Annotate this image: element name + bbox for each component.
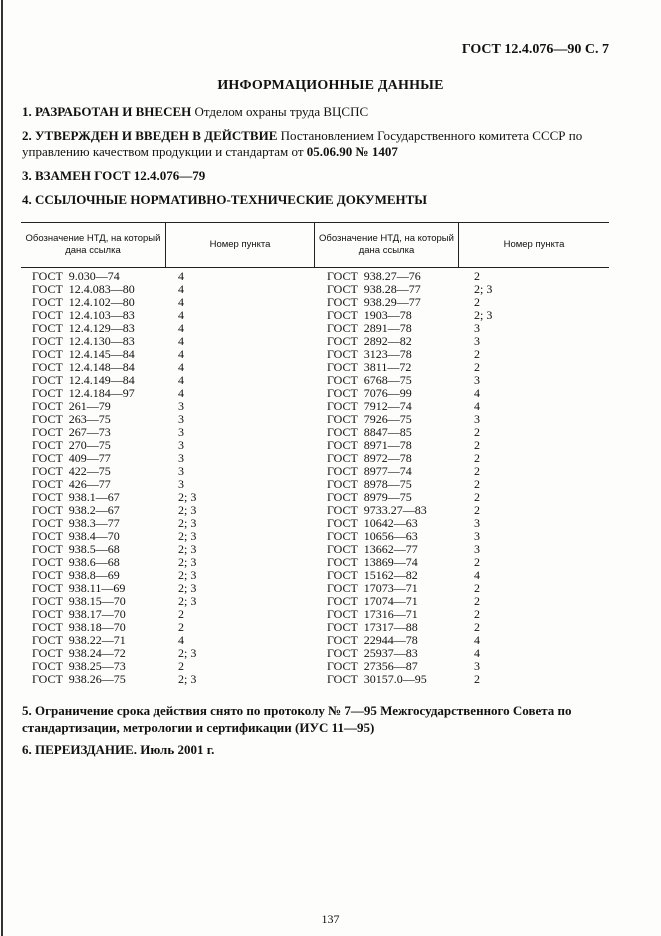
point-number: 2 <box>474 672 480 686</box>
ntd-designation: ГОСТ 17074—71 <box>327 594 418 608</box>
item-lead: ПЕРЕИЗДАНИЕ. Июль 2001 г. <box>35 742 215 757</box>
ntd-designation: ГОСТ 6768—75 <box>327 373 412 387</box>
point-number: 3 <box>178 464 184 478</box>
point-number: 2; 3 <box>178 568 197 582</box>
ntd-designation: ГОСТ 10656—63 <box>327 529 418 543</box>
point-number: 4 <box>178 269 184 283</box>
point-number: 2 <box>474 425 480 439</box>
item-number: 3. <box>22 168 32 183</box>
item-lead: ССЫЛОЧНЫЕ НОРМАТИВНО-ТЕХНИЧЕСКИЕ ДОКУМЕНТЫ <box>35 192 428 207</box>
info-item-3 <box>22 168 617 184</box>
ntd-designation: ГОСТ 938.25—73 <box>32 659 126 673</box>
point-number: 3 <box>474 529 480 543</box>
point-number: 3 <box>474 334 480 348</box>
point-number: 4 <box>474 646 480 660</box>
item-lead: РАЗРАБОТАН И ВНЕСЕН <box>35 104 192 119</box>
info-item-4 <box>22 192 617 208</box>
ntd-designation: ГОСТ 938.5—68 <box>32 542 120 556</box>
point-number: 2; 3 <box>178 503 197 517</box>
point-number: 2 <box>474 451 480 465</box>
item-number: 5. <box>22 703 32 718</box>
point-number: 2 <box>178 607 184 621</box>
point-number: 2 <box>474 438 480 452</box>
ntd-designation: ГОСТ 426—77 <box>32 477 111 491</box>
point-number: 2 <box>178 659 184 673</box>
ntd-designation: ГОСТ 422—75 <box>32 464 111 478</box>
ntd-designation: ГОСТ 8971—78 <box>327 438 412 452</box>
column-ntd-right <box>327 270 427 686</box>
point-number: 2 <box>474 581 480 595</box>
section-title: ИНФОРМАЦИОННЫЕ ДАННЫЕ <box>217 78 444 93</box>
point-number: 2; 3 <box>178 581 197 595</box>
item-text: Отделом охраны труда ВЦСПС <box>194 104 369 119</box>
ntd-designation: ГОСТ 22944—78 <box>327 633 418 647</box>
point-number: 3 <box>178 425 184 439</box>
ntd-designation: ГОСТ 30157.0—95 <box>327 672 427 686</box>
ntd-designation: ГОСТ 938.17—70 <box>32 607 126 621</box>
header-ntd-right: Обозначение НТД, на который дана ссылка <box>319 233 454 256</box>
ntd-designation: ГОСТ 8847—85 <box>327 425 412 439</box>
point-number: 4 <box>178 373 184 387</box>
ntd-designation: ГОСТ 7926—75 <box>327 412 412 426</box>
point-number: 2 <box>474 360 480 374</box>
ntd-designation: ГОСТ 938.28—77 <box>327 282 421 296</box>
ntd-designation: ГОСТ 409—77 <box>32 451 111 465</box>
item-lead: УТВЕРЖДЕН И ВВЕДЕН В ДЕЙСТВИЕ <box>35 128 278 143</box>
ntd-designation: ГОСТ 9.030—74 <box>32 269 120 283</box>
ntd-designation: ГОСТ 12.4.145—84 <box>32 347 135 361</box>
ntd-designation: ГОСТ 938.3—77 <box>32 516 120 530</box>
point-number: 4 <box>178 295 184 309</box>
ntd-designation: ГОСТ 938.4—70 <box>32 529 120 543</box>
point-number: 2; 3 <box>178 542 197 556</box>
point-number: 2 <box>474 464 480 478</box>
info-item-6 <box>22 742 617 758</box>
ntd-designation: ГОСТ 17316—71 <box>327 607 418 621</box>
point-number: 3 <box>178 399 184 413</box>
point-number: 3 <box>178 438 184 452</box>
header-point-right: Номер пункта <box>503 239 565 250</box>
point-number: 2; 3 <box>178 672 197 686</box>
item-text: Ограничение срока действия снято по протоколу № 7—95 Межгосударственного Совета по стандартизации, метрологии и сертификации (ИУС 11—95) <box>22 703 572 735</box>
point-number: 2; 3 <box>178 555 197 569</box>
item-number: 4. <box>22 192 32 207</box>
ntd-designation: ГОСТ 7076—99 <box>327 386 412 400</box>
point-number: 2 <box>474 490 480 504</box>
point-number: 2 <box>474 269 480 283</box>
item-date: 05.06.90 № 1407 <box>306 144 398 159</box>
ntd-designation: ГОСТ 13869—74 <box>327 555 418 569</box>
point-number: 3 <box>178 477 184 491</box>
point-number: 3 <box>474 373 480 387</box>
point-number: 4 <box>178 347 184 361</box>
ntd-designation: ГОСТ 12.4.102—80 <box>32 295 135 309</box>
info-item-1 <box>22 104 617 120</box>
ntd-designation: ГОСТ 938.26—75 <box>32 672 126 686</box>
ntd-designation: ГОСТ 3123—78 <box>327 347 412 361</box>
point-number: 4 <box>178 321 184 335</box>
ntd-designation: ГОСТ 8978—75 <box>327 477 412 491</box>
ntd-designation: ГОСТ 261—79 <box>32 399 111 413</box>
ntd-designation: ГОСТ 938.1—67 <box>32 490 120 504</box>
ntd-designation: ГОСТ 17073—71 <box>327 581 418 595</box>
point-number: 4 <box>178 633 184 647</box>
ntd-designation: ГОСТ 12.4.149—84 <box>32 373 135 387</box>
item-number: 6. <box>22 742 32 757</box>
point-number: 2 <box>178 620 184 634</box>
ntd-designation: ГОСТ 938.27—76 <box>327 269 421 283</box>
page-number: 137 <box>321 912 340 926</box>
ntd-designation: ГОСТ 938.22—71 <box>32 633 126 647</box>
reference-table <box>21 222 609 690</box>
ntd-designation: ГОСТ 267—73 <box>32 425 111 439</box>
ntd-designation: ГОСТ 938.24—72 <box>32 646 126 660</box>
ntd-designation: ГОСТ 8977—74 <box>327 464 412 478</box>
point-number: 4 <box>474 568 480 582</box>
point-number: 4 <box>178 308 184 322</box>
point-number: 4 <box>178 282 184 296</box>
header-ntd-left: Обозначение НТД, на который дана ссылка <box>25 233 161 256</box>
page-edge-border <box>1 0 3 936</box>
document-reference: ГОСТ 12.4.076—90 С. 7 <box>461 42 609 57</box>
ntd-designation: ГОСТ 938.11—69 <box>32 581 126 595</box>
item-number: 2. <box>22 128 32 143</box>
ntd-designation: ГОСТ 938.29—77 <box>327 295 421 309</box>
point-number: 2; 3 <box>178 646 197 660</box>
ntd-designation: ГОСТ 10642—63 <box>327 516 418 530</box>
ntd-designation: ГОСТ 938.15—70 <box>32 594 126 608</box>
ntd-designation: ГОСТ 8979—75 <box>327 490 412 504</box>
ntd-designation: ГОСТ 12.4.184—97 <box>32 386 135 400</box>
item-number: 1. <box>22 104 32 119</box>
ntd-designation: ГОСТ 12.4.129—83 <box>32 321 135 335</box>
header-point-left: Номер пункта <box>209 239 271 250</box>
point-number: 4 <box>474 633 480 647</box>
point-number: 2 <box>474 555 480 569</box>
ntd-designation: ГОСТ 938.6—68 <box>32 555 120 569</box>
point-number: 3 <box>474 542 480 556</box>
point-number: 2 <box>474 607 480 621</box>
item-lead: ВЗАМЕН ГОСТ 12.4.076—79 <box>35 168 206 183</box>
ntd-designation: ГОСТ 8972—78 <box>327 451 412 465</box>
ntd-designation: ГОСТ 13662—77 <box>327 542 418 556</box>
point-number: 4 <box>474 386 480 400</box>
ntd-designation: ГОСТ 270—75 <box>32 438 111 452</box>
point-number: 3 <box>474 321 480 335</box>
ntd-designation: ГОСТ 2892—82 <box>327 334 412 348</box>
ntd-designation: ГОСТ 17317—88 <box>327 620 418 634</box>
point-number: 2 <box>474 347 480 361</box>
ntd-designation: ГОСТ 12.4.103—83 <box>32 308 135 322</box>
ntd-designation: ГОСТ 9733.27—83 <box>327 503 427 517</box>
point-number: 4 <box>474 399 480 413</box>
ntd-designation: ГОСТ 1903—78 <box>327 308 412 322</box>
ntd-designation: ГОСТ 263—75 <box>32 412 111 426</box>
point-number: 3 <box>178 412 184 426</box>
point-number: 3 <box>474 412 480 426</box>
column-point-left <box>178 270 196 686</box>
point-number: 2 <box>474 295 480 309</box>
point-number: 2; 3 <box>474 308 493 322</box>
ntd-designation: ГОСТ 3811—72 <box>327 360 412 374</box>
ntd-designation: ГОСТ 938.8—69 <box>32 568 120 582</box>
ntd-designation: ГОСТ 7912—74 <box>327 399 412 413</box>
info-item-2 <box>22 128 617 160</box>
point-number: 3 <box>474 516 480 530</box>
table-header <box>21 223 609 268</box>
ntd-designation: ГОСТ 12.4.130—83 <box>32 334 135 348</box>
point-number: 2; 3 <box>178 529 197 543</box>
point-number: 2 <box>474 477 480 491</box>
point-number: 3 <box>474 659 480 673</box>
point-number: 2 <box>474 503 480 517</box>
point-number: 2 <box>474 620 480 634</box>
point-number: 2 <box>474 594 480 608</box>
ntd-designation: ГОСТ 938.18—70 <box>32 620 126 634</box>
point-number: 3 <box>178 451 184 465</box>
point-number: 2; 3 <box>178 594 197 608</box>
column-point-right <box>474 270 492 686</box>
ntd-designation: ГОСТ 15162—82 <box>327 568 418 582</box>
item-text: Постановлением Государственного комитета СССР по управлению качеством продукции и стандартам от <box>22 128 583 159</box>
ntd-designation: ГОСТ 25937—83 <box>327 646 418 660</box>
point-number: 2; 3 <box>178 490 197 504</box>
point-number: 2; 3 <box>474 282 493 296</box>
point-number: 4 <box>178 334 184 348</box>
point-number: 4 <box>178 360 184 374</box>
point-number: 2; 3 <box>178 516 197 530</box>
ntd-designation: ГОСТ 2891—78 <box>327 321 412 335</box>
ntd-designation: ГОСТ 938.2—67 <box>32 503 120 517</box>
ntd-designation: ГОСТ 12.4.148—84 <box>32 360 135 374</box>
point-number: 4 <box>178 386 184 400</box>
ntd-designation: ГОСТ 12.4.083—80 <box>32 282 135 296</box>
ntd-designation: ГОСТ 27356—87 <box>327 659 418 673</box>
column-ntd-left <box>32 270 135 686</box>
info-item-5 <box>22 702 617 736</box>
